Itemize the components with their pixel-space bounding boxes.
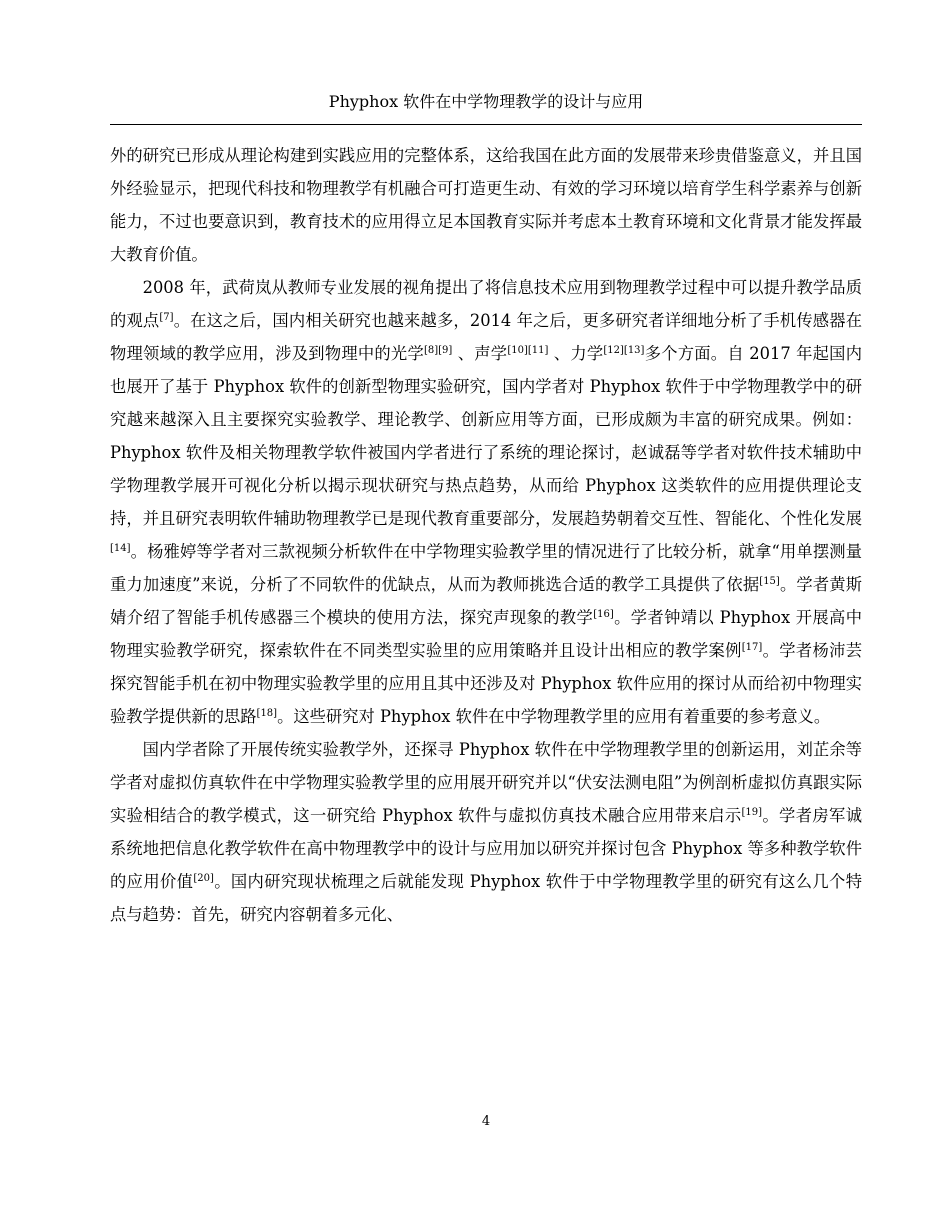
- running-header: Phyphox 软件在中学物理教学的设计与应用: [328, 92, 644, 111]
- header-rule: [110, 124, 862, 125]
- citation-ref: [10][11]: [507, 345, 549, 356]
- text-run: 。学者杨沛芸探究智能手机在初中物理实验教学里的应用且其中还涉及对 Phyphox 软件应用的探讨从而给初中物理实验教学提供新的思路: [110, 641, 862, 726]
- body-text: [110, 139, 862, 931]
- page-number: 4: [481, 1114, 491, 1129]
- text-run: 、力学: [548, 344, 604, 363]
- text-run: 。学者房军诚系统地把信息化教学软件在高中物理教学中的设计与应用加以研究并探讨包含 Phyphox 等多种教学软件的应用价值: [110, 806, 862, 891]
- citation-ref: [18]: [256, 708, 278, 719]
- citation-ref: [14]: [110, 543, 131, 554]
- citation-ref: [12][13]: [603, 345, 645, 356]
- text-run: 、声学: [452, 344, 508, 363]
- text-run: 外的研究已形成从理论构建到实践应用的完整体系，这给我国在此方面的发展带来珍贵借鉴意义，并且国外经验显示，把现代科技和物理教学有机融合可打造更生动、有效的学习环境以培育学生科学素养与创新能力，不过也要意识到，教育技术的应用得立足本国教育实际并考虑本土教育环境和文化背景才能发挥最大教育价值。: [110, 146, 862, 264]
- text-run: 多个方面。自 2017 年起国内也展开了基于 Phyphox 软件的创新型物理实验研究，国内学者对 Phyphox 软件于中学物理教学中的研究越来越深入且主要探究实验教学、理论教学、创新应用等方面，已形成颇为丰富的研究成果。例如：Phyphox 软件及相关物理教学软件被国内学者进行了系统的理论探讨，赵诚磊等学者对软件技术辅助中学物理教学展开可视化分析以揭示现状研究与热点趋势，从而给 Phyphox 这类软件的应用提供理论支持，并且研究表明软件辅助物理教学已是现代教育重要部分，发展趋势朝着交互性、智能化、个性化发展: [110, 344, 862, 528]
- paragraph: [110, 139, 862, 271]
- citation-ref: [17]: [741, 642, 763, 653]
- text-run: 。杨雅婷等学者对三款视频分析软件在中学物理实验教学里的情况进行了比较分析，就拿“用单摆测量重力加速度”来说，分析了不同软件的优缺点，从而为教师挑选合适的教学工具提供了依据: [110, 542, 862, 594]
- citation-ref: [8][9]: [423, 345, 453, 356]
- text-run: 。学者黄斯婧介绍了智能手机传感器三个模块的使用方法，探究声现象的教学: [110, 575, 862, 627]
- paragraph: [110, 271, 862, 733]
- citation-ref: [7]: [159, 312, 174, 323]
- citation-ref: [16]: [593, 609, 614, 620]
- citation-ref: [19]: [741, 807, 763, 818]
- text-run: 2008 年，武荷岚从教师专业发展的视角提出了将信息技术应用到物理教学过程中可以提升教学品质的观点: [110, 278, 862, 330]
- citation-ref: [20]: [193, 873, 214, 884]
- text-run: 国内学者除了开展传统实验教学外，还探寻 Phyphox 软件在中学物理教学里的创新运用，刘芷余等学者对虚拟仿真软件在中学物理实验教学里的应用展开研究并以“伏安法测电阻”为例剖析虚拟仿真跟实际实验相结合的教学模式，这一研究给 Phyphox 软件与虚拟仿真技术融合应用带来启示: [110, 740, 862, 825]
- text-run: 。这些研究对 Phyphox 软件在中学物理教学里的应用有着重要的参考意义。: [277, 707, 831, 726]
- citation-ref: [15]: [759, 576, 780, 587]
- paragraph: [110, 733, 862, 931]
- text-run: 。国内研究现状梳理之后就能发现 Phyphox 软件于中学物理教学里的研究有这么几个特点与趋势：首先，研究内容朝着多元化、: [110, 872, 862, 924]
- text-run: 。学者钟靖以 Phyphox 开展高中物理实验教学研究，探索软件在不同类型实验里的应用策略并且设计出相应的教学案例: [110, 608, 862, 660]
- text-run: 。在这之后，国内相关研究也越来越多，2014 年之后，更多研究者详细地分析了手机传感器在物理领域的教学应用，涉及到物理中的光学: [110, 311, 862, 363]
